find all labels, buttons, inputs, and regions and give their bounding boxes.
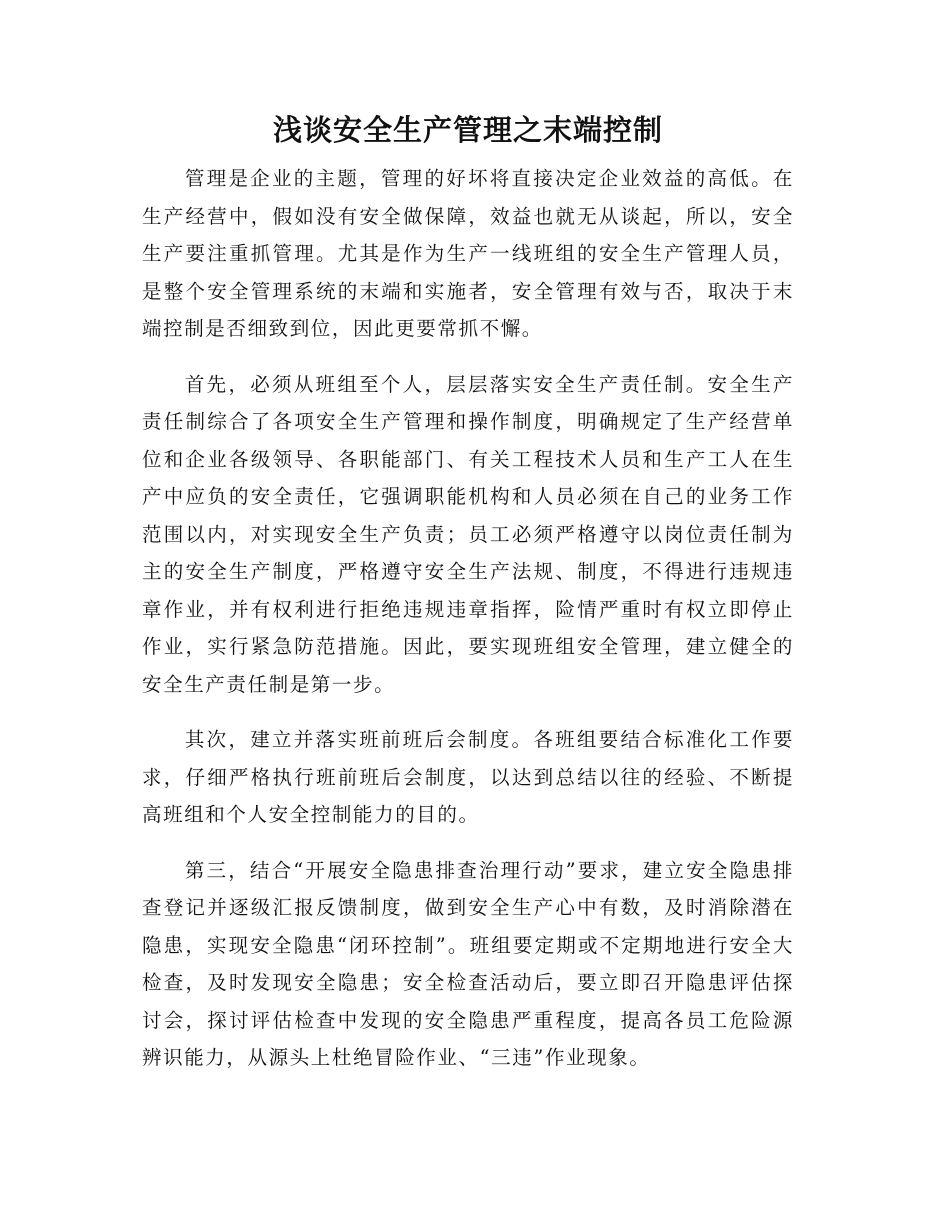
- paragraph-first: 首先，必须从班组至个人，层层落实安全生产责任制。安全生产责任制综合了各项安全生产管理和操作制度，明确规定了生产经营单位和企业各级领导、各职能部门、有关工程技术人员和生产工人在生产中应负的安全责任，它强调职能机构和人员必须在自己的业务工作范围以内，对实现安全生产负责；员工必须严格遵守以岗位责任制为主的安全生产制度，严格遵守安全生产法规、制度，不得进行违规违章作业，并有权利进行拒绝违规违章指挥，险情严重时有权立即停止作业，实行紧急防范措施。因此，要实现班组安全管理，建立健全的安全生产责任制是第一步。: [142, 372, 794, 696]
- paragraph-intro: 管理是企业的主题，管理的好坏将直接决定企业效益的高低。在生产经营中，假如没有安全做保障，效益也就无从谈起，所以，安全生产要注重抓管理。尤其是作为生产一线班组的安全生产管理人员，是整个安全管理系统的末端和实施者，安全管理有效与否，取决于末端控制是否细致到位，因此更要常抓不懈。: [142, 167, 794, 340]
- paragraph-third: 第三，结合“开展安全隐患排查治理行动”要求，建立安全隐患排查登记并逐级汇报反馈制度，做到安全生产心中有数，及时消除潜在隐患，实现安全隐患“闭环控制”。班组要定期或不定期地进行安全大检查，及时发现安全隐患；安全检查活动后，要立即召开隐患评估探讨会，探讨评估检查中发现的安全隐患严重程度，提高各员工危险源辨识能力，从源头上杜绝冒险作业、“三违”作业现象。: [142, 858, 794, 1069]
- document-title: 浅谈安全生产管理之末端控制: [272, 113, 663, 147]
- document-page: [142, 110, 794, 1095]
- paragraph-second: 其次，建立并落实班前班后会制度。各班组要结合标准化工作要求，仔细严格执行班前班后会制度，以达到总结以往的经验、不断提高班组和个人安全控制能力的目的。: [142, 728, 794, 826]
